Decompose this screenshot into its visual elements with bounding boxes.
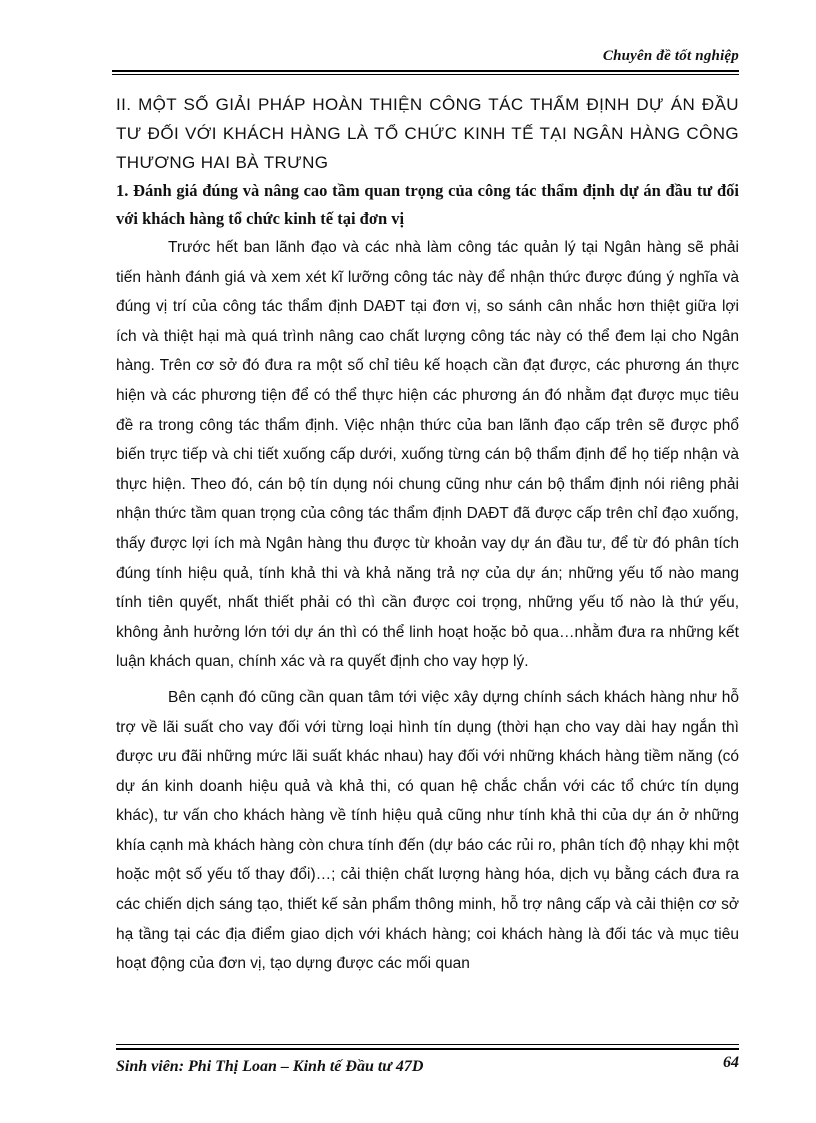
- header-rule: [112, 70, 739, 72]
- footer-rule-thin: [116, 1044, 739, 1045]
- footer-student-info: Sinh viên: Phi Thị Loan – Kinh tế Đầu tư 47D: [116, 1058, 424, 1075]
- section-heading: II. MỘT SỐ GIẢI PHÁP HOÀN THIỆN CÔNG TÁC THẨM ĐỊNH DỰ ÁN ĐẦU TƯ ĐỐI VỚI KHÁCH HÀNG LÀ TỔ CHỨC KINH TẾ TẠI NGÂN HÀNG CÔNG THƯƠNG HAI BÀ TRƯNG: [116, 95, 739, 172]
- page-number: 64: [723, 1054, 739, 1071]
- document-body: [116, 88, 739, 985]
- header-rule-thin: [112, 74, 739, 75]
- page-header: [112, 48, 739, 72]
- footer-rule: [116, 1048, 739, 1050]
- header-title: Chuyên đề tốt nghiệp: [602, 48, 739, 64]
- subsection-heading: 1. Đánh giá đúng và nâng cao tầm quan trọng của công tác thẩm định dự án đầu tư đối với khách hàng tổ chức kinh tế tại đơn vị: [116, 181, 739, 228]
- page-footer: [116, 1044, 739, 1084]
- paragraph: Trước hết ban lãnh đạo và các nhà làm công tác quản lý tại Ngân hàng sẽ phải tiến hành đánh giá và xem xét kĩ lưỡng công tác này để nhận thức được đúng ý nghĩa và đúng vị trí của công tác thẩm định DAĐT tại đơn vị, so sánh cân nhắc hơn thiệt giữa lợi ích và thiệt hại mà quá trình nâng cao chất lượng công tác này có thể đem lại cho Ngân hàng. Trên cơ sở đó đưa ra một số chỉ tiêu kế hoạch cần đạt được, các phương án thực hiện và các phương tiện để có thể thực hiện các phương án đó nhằm đạt được mục tiêu đề ra trong công tác thẩm định. Việc nhận thức của ban lãnh đạo cấp trên sẽ được phổ biến trực tiếp và chi tiết xuống cấp dưới, xuống từng cán bộ thẩm định để họ tiếp nhận và thực hiện. Theo đó, cán bộ tín dụng nói chung cũng như cán bộ thẩm định nói riêng phải nhận thức tầm quan trọng của công tác thẩm định DAĐT đã được cấp trên chỉ đạo xuống, thấy được lợi ích mà Ngân hàng thu được từ khoản vay dự án đầu tư, để từ đó phân tích đúng tính hiệu quả, tính khả thi và khả năng trả nợ của dự án; những yếu tố nào mang tính tiên quyết, nhất thiết phải có thì cần được coi trọng, những yếu tố nào là thứ yếu, không ảnh hưởng lớn tới dự án thì có thể linh hoạt hoặc bỏ qua…nhằm đưa ra những kết luận khách quan, chính xác và ra quyết định cho vay hợp lý.: [116, 239, 739, 671]
- paragraph: Bên cạnh đó cũng cần quan tâm tới việc xây dựng chính sách khách hàng như hỗ trợ về lãi suất cho vay đối với từng loại hình tín dụng (thời hạn cho vay dài hay ngắn thì được ưu đãi những mức lãi suất khác nhau) hay đối với những khách hàng tiềm năng (có dự án kinh doanh hiệu quả và khả thi, có quan hệ chắc chắn với các tổ chức tín dụng khác), tư vấn cho khách hàng về tính hiệu quả cũng như tính khả thi của dự án ở những khía cạnh mà khách hàng còn chưa tính đến (dự báo các rủi ro, phân tích độ nhạy khi một hoặc một số yếu tố thay đổi)…; cải thiện chất lượng hàng hóa, dịch vụ bằng cách đưa ra các chiến dịch sáng tạo, thiết kế sản phẩm thông minh, hỗ trợ nâng cấp và cải thiện cơ sở hạ tầng tại các địa điểm giao dịch với khách hàng; coi khách hàng là đối tác và mục tiêu hoạt động của đơn vị, tạo dựng được các mối quan: [116, 688, 739, 973]
